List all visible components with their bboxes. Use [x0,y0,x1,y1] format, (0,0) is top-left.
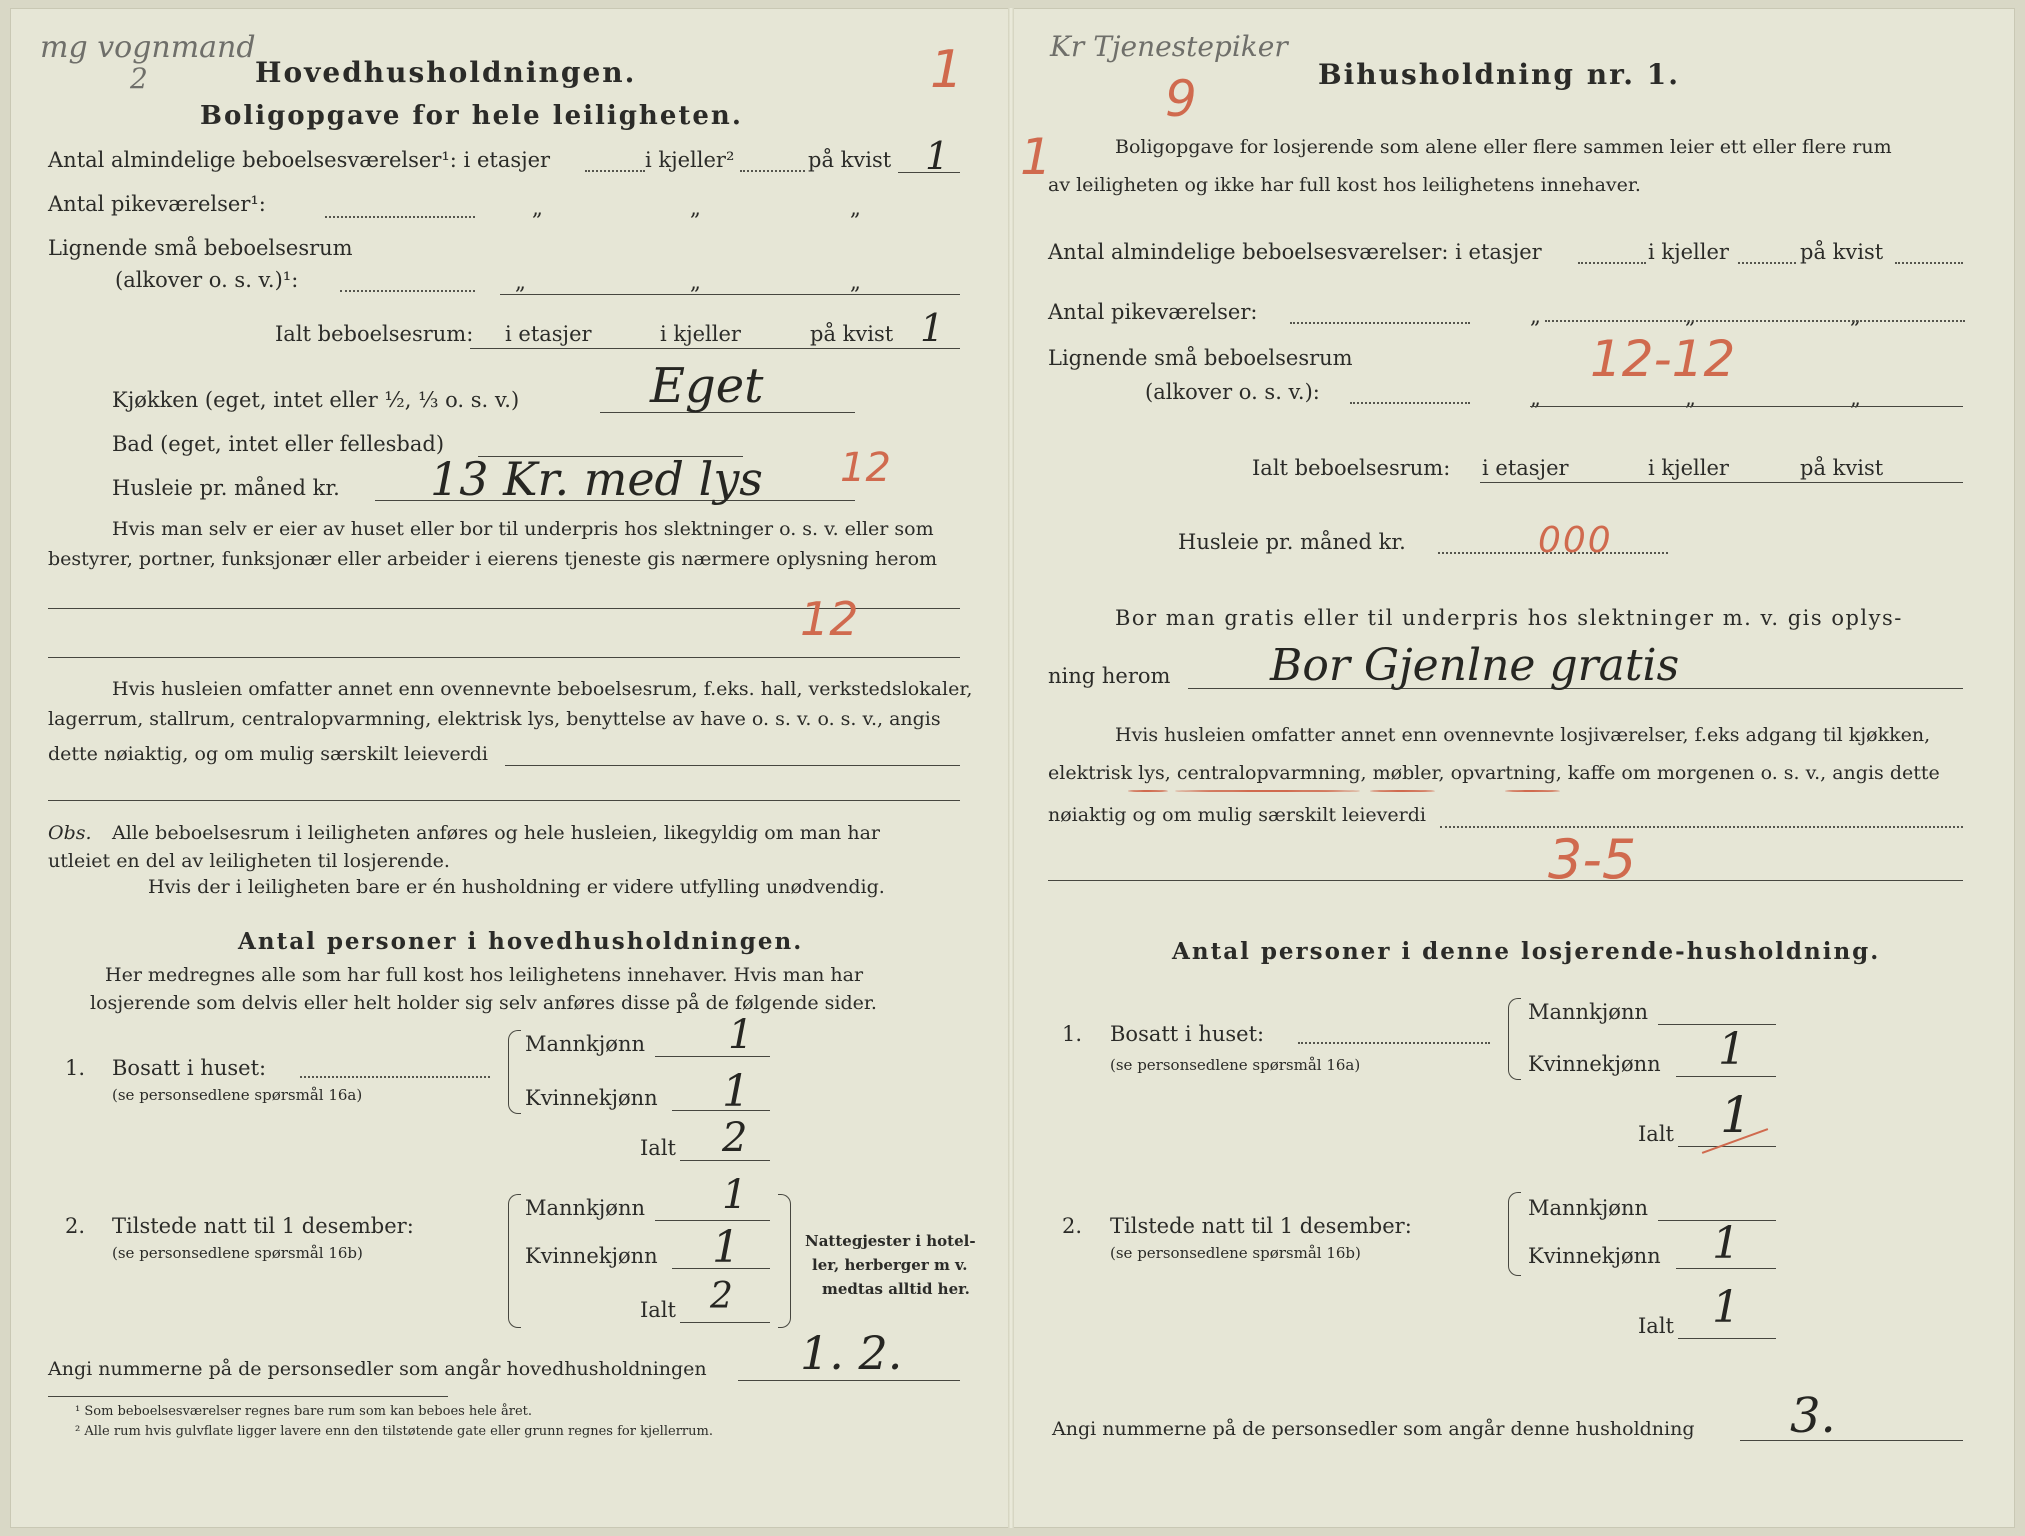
q2-ialt: Ialt [640,1298,676,1322]
omfatter-text-1: Hvis husleien omfatter annet enn ovennevnte beboelsesrum, f.eks. hall, verkstedslokaler, [112,678,973,700]
right-kvist-label: på kvist [1800,240,1884,264]
right-pike-line [1545,320,1965,322]
ialt-value: 1 [920,306,945,350]
right-rooms-label: Antal almindelige beboelsesværelser: i etasjer [1048,240,1542,264]
right-alkover-label-2: (alkover o. s. v.): [1145,380,1320,404]
ialt-line [470,348,960,349]
alkover-line [500,294,960,295]
right-husleie-label: Husleie pr. måned kr. [1178,530,1406,554]
underline-central [1175,790,1360,792]
pike-dots [325,216,475,218]
q1-mann: Mannkjønn [525,1032,646,1056]
right-q2-ialt-val: 1 [1712,1282,1740,1333]
right-omfatter-line-1 [1440,826,1963,828]
left-title: Hovedhusholdningen. [255,56,637,89]
eier-text-1: Hvis man selv er eier av huset eller bor til underpris hos slektninger o. s. v. eller som [112,518,934,540]
right-q2-mann: Mannkjønn [1528,1196,1649,1220]
right-ialt-etasjer: i etasjer [1482,456,1569,480]
right-q1-mann: Mannkjønn [1528,1000,1649,1024]
right-alkover-red: 12-12 [1590,330,1736,388]
right-omfatter-line-2 [1048,880,1963,881]
q2-note-2: ler, herberger m v. [812,1256,968,1274]
angi-value: 1. 2. [800,1326,903,1380]
omfatter-text-2: lagerrum, stallrum, centralopvarmning, elektrisk lys, benyttelse av have o. s. v. o. s. v., angis [48,708,941,730]
right-ditto-6: „ [1850,386,1861,410]
right-antal-title: Antal personer i denne losjerende-husholdning. [1172,938,1881,965]
eier-red: 12 [800,592,859,646]
right-ialt-kjeller: i kjeller [1648,456,1729,480]
kjeller-label: i kjeller² [645,148,735,172]
right-q1-ialt-line [1678,1146,1776,1147]
underline-opvartning [1505,790,1560,792]
red-household-mark: 1 [930,40,964,100]
right-angi-line [1740,1440,1963,1441]
q1-mann-val: 1 [728,1012,754,1058]
angi-label: Angi nummerne på de personsedler som angår hovedhusholdningen [48,1358,707,1380]
q1-ialt-val: 2 [722,1115,748,1161]
right-gratis-value: Bor Gjenlne gratis [1270,640,1680,691]
alkover-label-1: Lignende små beboelsesrum [48,236,353,260]
alkover-label-2: (alkover o. s. v.)¹: [115,268,299,292]
ialt-kjeller: i kjeller [660,322,741,346]
right-omfatter-2: elektrisk lys, centralopvarmning, møbler, opvartning, kaffe om morgenen o. s. v., angis dette [1048,762,1940,784]
right-kjeller-label: i kjeller [1648,240,1729,264]
q1-dots [300,1076,490,1078]
q1-kvinne-line [672,1110,770,1111]
ialt-label: Ialt beboelsesrum: [275,322,474,346]
right-omfatter-1: Hvis husleien omfatter annet enn ovennevnte losjiværelser, f.eks adgang til kjøkken, [1115,724,1931,746]
right-q2-brace [1508,1192,1521,1276]
right-kjeller-line [1738,262,1796,264]
right-q1-kvinne-line [1676,1076,1776,1077]
q2-note-1: Nattegjester i hotel- [805,1232,976,1250]
right-ditto-2: „ [1685,304,1696,328]
q2-sub: (se personsedlene spørsmål 16b) [112,1244,363,1262]
q1-ialt: Ialt [640,1136,676,1160]
etasjer-line [585,170,645,172]
right-q1-mann-line [1658,1024,1776,1025]
bad-label: Bad (eget, intet eller fellesbad) [112,432,445,456]
underline-lys [1128,790,1168,792]
ditto-5: „ [690,270,701,294]
right-pike-label: Antal pikeværelser: [1048,300,1258,324]
pencil-occupation-note-right: Kr Tjenestepiker [1050,30,1288,63]
q1-label: Bosatt i huset: [112,1056,267,1080]
omfatter-line-1 [505,765,960,766]
q2-brace-left [508,1194,521,1328]
antal-text-2: losjerende som delvis eller helt holder sig selv anføres disse på de følgende sider. [90,992,877,1014]
ditto-3: „ [850,196,861,220]
right-etasjer-line [1578,262,1646,264]
husleie-red: 12 [840,445,891,491]
right-q2-sub: (se personsedlene spørsmål 16b) [1110,1244,1361,1262]
right-angi-label: Angi nummerne på de personsedler som angår denne husholdning [1052,1418,1695,1440]
kvist-label: på kvist [808,148,892,172]
q2-ialt-val: 2 [710,1276,733,1317]
right-q1-kvinne-val: 1 [1718,1024,1746,1075]
obs-text-1: Alle beboelsesrum i leiligheten anføres og hele husleien, likegyldig om man har [112,822,880,844]
right-intro-2: av leiligheten og ikke har full kost hos leilighetens innehaver. [1048,174,1641,196]
right-q1-ialt-val: 1 [1720,1086,1752,1144]
right-title: Bihusholdning nr. 1. [1318,58,1680,91]
eier-text-2: bestyrer, portner, funksjonær eller arbeider i eierens tjeneste gis nærmere oplysning herom [48,548,938,570]
ditto-1: „ [532,196,543,220]
right-q2-kvinne-val: 1 [1712,1218,1740,1269]
right-q2-num: 2. [1062,1214,1083,1238]
footnote-1: ¹ Som beboelsesværelser regnes bare rum som kan beboes hele året. [75,1404,532,1419]
husleie-value: 13 Kr. med lys [430,452,763,506]
right-ialt-line [1480,482,1963,483]
left-subtitle: Boligopgave for hele leiligheten. [200,101,743,131]
ditto-2: „ [690,196,701,220]
right-ialt-kvist: på kvist [1800,456,1884,480]
ialt-kvist: på kvist [810,322,894,346]
pike-label: Antal pikeværelser¹: [48,192,266,216]
right-omfatter-red: 3-5 [1548,828,1637,891]
right-q1-ialt: Ialt [1638,1122,1674,1146]
red-mark-9: 9 [1165,70,1197,128]
right-kvist-line [1895,262,1963,264]
right-q1-sub: (se personsedlene spørsmål 16a) [1110,1056,1361,1074]
right-gratis-1: Bor man gratis eller til underpris hos slektninger m. v. gis oplys- [1115,606,1903,630]
kjokken-value: Eget [650,358,764,414]
right-alkover-line [1530,406,1963,407]
q2-mann: Mannkjønn [525,1196,646,1220]
right-q1-num: 1. [1062,1022,1083,1046]
angi-line [738,1380,960,1381]
antal-title: Antal personer i hovedhusholdningen. [238,928,804,955]
obs-text-2: utleiet en del av leiligheten til losjerende. [48,850,450,872]
kjokken-label: Kjøkken (eget, intet eller ½, ⅓ o. s. v.) [112,388,520,412]
right-q1-kvinne: Kvinnekjønn [1528,1052,1661,1076]
q1-num: 1. [65,1056,86,1080]
omfatter-line-2 [48,800,960,801]
right-q1-label: Bosatt i huset: [1110,1022,1265,1046]
right-gratis-2: ning herom [1048,664,1171,688]
right-ditto-3: „ [1850,304,1861,328]
q2-label: Tilstede natt til 1 desember: [112,1214,414,1238]
right-alkover-label-1: Lignende små beboelsesrum [1048,346,1353,370]
eier-line-2 [48,657,960,658]
kjeller-line [740,170,805,172]
husleie-label: Husleie pr. måned kr. [112,476,340,500]
ditto-4: „ [515,270,526,294]
q2-brace-right [778,1194,791,1328]
q2-mann-val: 1 [722,1172,748,1218]
q2-mann-line [655,1220,770,1221]
footnote-rule [48,1396,448,1397]
kvist-value: 1 [925,134,950,178]
right-ditto-4: „ [1530,386,1541,410]
right-omfatter-3: nøiaktig og om mulig særskilt leieverdi [1048,804,1426,826]
q1-brace [508,1030,521,1114]
right-q2-kvinne: Kvinnekjønn [1528,1244,1661,1268]
right-q1-brace [1508,998,1521,1080]
q2-note-3: medtas alltid her. [822,1280,970,1298]
q2-num: 2. [65,1214,86,1238]
q2-kvinne-val: 1 [712,1222,740,1273]
right-q1-dots [1298,1042,1490,1044]
right-q2-ialt-line [1678,1338,1776,1339]
right-intro-1: Boligopgave for losjerende som alene eller flere sammen leier ett eller flere rum [1115,136,1892,158]
q1-sub: (se personsedlene spørsmål 16a) [112,1086,363,1104]
right-q2-label: Tilstede natt til 1 desember: [1110,1214,1412,1238]
q2-ialt-line [680,1322,770,1323]
right-q2-ialt: Ialt [1638,1314,1674,1338]
right-ditto-1: „ [1530,304,1541,328]
right-ialt-label: Ialt beboelsesrum: [1252,456,1451,480]
rooms-label: Antal almindelige beboelsesværelser¹: i etasjer [48,148,551,172]
alkover-dots [340,290,475,292]
center-fold [1008,8,1014,1528]
pencil-occupation-note: mg vognmand [40,30,256,65]
footnote-2: ² Alle rum hvis gulvflate ligger lavere enn den tilstøtende gate eller grunn regnes for kjellerrum. [75,1424,713,1439]
right-husleie-red: 000 [1538,520,1613,561]
obs-text-3: Hvis der i leiligheten bare er én husholdning er videre utfylling unødvendig. [148,876,885,898]
right-angi-value: 3. [1790,1388,1836,1444]
q1-kvinne-val: 1 [722,1066,750,1117]
red-mark-1: 1 [1020,128,1052,186]
obs-prefix: Obs. [48,822,92,844]
right-ditto-5: „ [1685,386,1696,410]
ialt-etasjer: i etasjer [505,322,592,346]
omfatter-text-3: dette nøiaktig, og om mulig særskilt leieverdi [48,743,488,765]
q2-kvinne: Kvinnekjønn [525,1244,658,1268]
right-pike-dots [1290,322,1470,324]
q1-kvinne: Kvinnekjønn [525,1086,658,1110]
pencil-number: 2 [130,62,148,95]
right-alkover-dots [1350,402,1470,404]
underline-mobler [1370,790,1435,792]
ditto-6: „ [850,270,861,294]
antal-text-1: Her medregnes alle som har full kost hos leilighetens innehaver. Hvis man har [105,964,864,986]
